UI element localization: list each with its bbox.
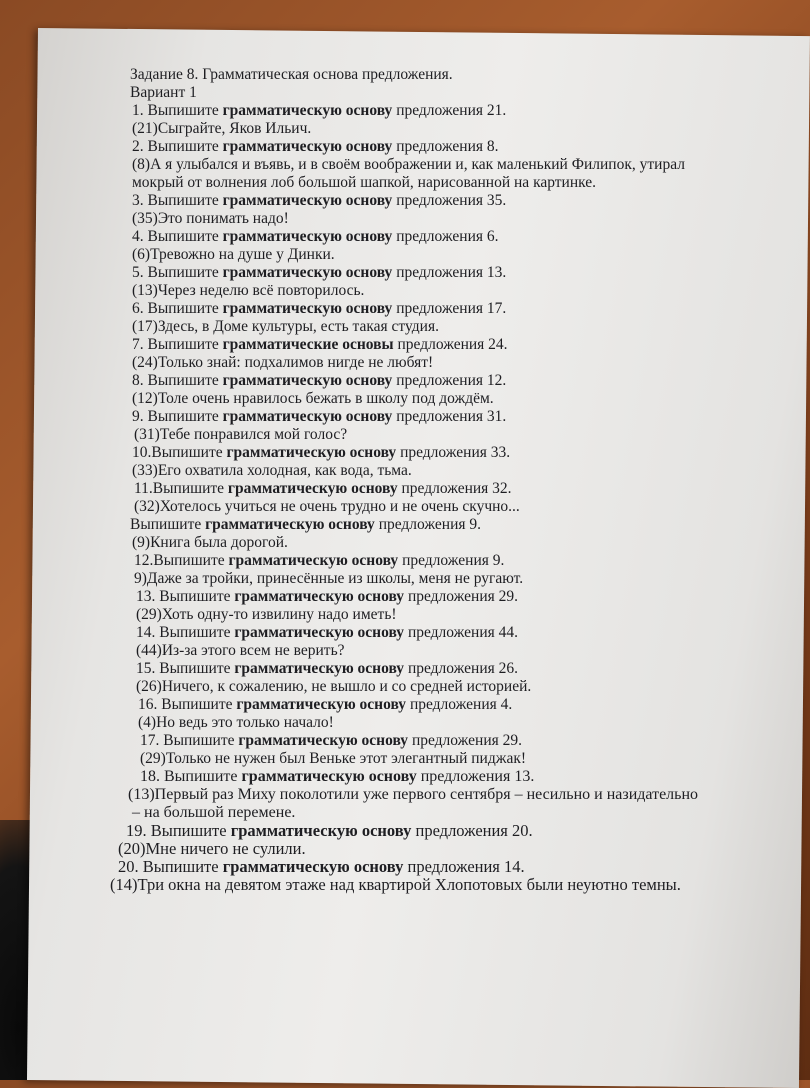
task-number-text: 19. Выпишите	[126, 821, 231, 840]
task-question	[134, 480, 793, 498]
task-question	[140, 732, 793, 750]
task-keyword: грамматическую основу	[222, 408, 393, 425]
task-sentence-ref: предложения 9.	[398, 552, 505, 569]
task-sentence-ref: предложения 21.	[392, 102, 507, 119]
task-number-text: Выпишите	[130, 516, 206, 533]
task-question	[130, 516, 793, 534]
task-keyword: грамматическую основу	[222, 138, 393, 155]
task-number-text: 15. Выпишите	[136, 660, 235, 677]
task-number-text: 20. Выпишите	[118, 857, 223, 876]
task-sentence: (9)Книга была дорогой.	[132, 534, 288, 551]
task-number-text: 16. Выпишите	[138, 696, 237, 713]
task-number-text: 5. Выпишите	[132, 264, 223, 281]
variant-label: Вариант 1	[130, 84, 197, 101]
task-keyword: грамматические основы	[222, 336, 394, 353]
task-sentence: (29)Хоть одну-то извилину надо иметь!	[136, 606, 397, 623]
task-sentence-ref: предложения 29.	[408, 732, 522, 749]
task-question	[138, 696, 793, 714]
task-list	[88, 102, 793, 894]
task-number-text: 1. Выпишите	[132, 102, 223, 119]
task-number-text: 14. Выпишите	[136, 624, 235, 641]
task-sentence-ref: предложения 35.	[392, 192, 507, 209]
task-sentence-ref: предложения 6.	[392, 228, 499, 245]
task-keyword: грамматическую основу	[222, 857, 404, 876]
task-keyword: грамматическую основу	[234, 588, 405, 605]
task-sentence: (31)Тебе понравился мой голос?	[134, 426, 348, 443]
task-sentence-ref: предложения 4.	[406, 696, 513, 713]
task-sentence: (13)Первый раз Миху поколотили уже первого сентября – несильно и назидательно	[128, 786, 699, 803]
task-number-text: 10.Выпишите	[132, 444, 227, 461]
task-sentence: 9)Даже за тройки, принесённые из школы, меня не ругают.	[134, 570, 524, 587]
task-number-text: 17. Выпишите	[140, 732, 239, 749]
task-sentence-continuation: мокрый от волнения лоб большой шапкой, нарисованной на картинке.	[132, 174, 597, 191]
task-number-text: 3. Выпишите	[132, 192, 223, 209]
task-sentence: (35)Это понимать надо!	[132, 210, 289, 227]
task-sentence: (12)Толе очень нравилось бежать в школу под дождём.	[132, 390, 494, 407]
task-number-text: 8. Выпишите	[132, 372, 223, 389]
task-question	[136, 624, 793, 642]
task-sentence: (32)Хотелось учиться не очень трудно и не очень скучно...	[134, 498, 520, 515]
document-body	[88, 66, 793, 894]
task-sentence: (33)Его охватила холодная, как вода, тьма.	[132, 462, 412, 479]
task-sentence: (29)Только не нужен был Веньке этот элегантный пиджак!	[140, 750, 527, 767]
task-sentence: (24)Только знай: подхалимов нигде не любят!	[132, 354, 434, 371]
task-sentence-ref: предложения 29.	[404, 588, 518, 605]
task-sentence: (6)Тревожно на душе у Динки.	[132, 246, 335, 263]
task-question	[132, 336, 793, 354]
task-sentence-ref: предложения 12.	[392, 372, 507, 389]
task-sentence-ref: предложения 17.	[392, 300, 507, 317]
task-keyword: грамматическую основу	[234, 624, 405, 641]
task-question	[134, 552, 793, 570]
task-sentence: (26)Ничего, к сожалению, не вышло и со средней историей.	[136, 678, 532, 695]
task-question	[132, 408, 793, 426]
task-keyword: грамматическую основу	[222, 300, 393, 317]
task-question	[132, 138, 793, 156]
task-question	[132, 300, 793, 318]
task-keyword: грамматическую основу	[205, 516, 375, 533]
task-sentence: (44)Из-за этого всем не верить?	[136, 642, 345, 659]
task-keyword: грамматическую основу	[227, 480, 398, 497]
task-question	[132, 264, 793, 282]
task-question	[118, 858, 793, 876]
task-sentence-ref: предложения 33.	[396, 444, 511, 461]
task-number-text: 7. Выпишите	[132, 336, 223, 353]
task-keyword: грамматическую основу	[222, 228, 393, 245]
task-sentence-ref: предложения 14.	[403, 857, 525, 876]
task-sentence: (14)Три окна на девятом этаже над квартирой Хлопотовых были неуютно темны.	[110, 875, 681, 894]
task-sentence-ref: предложения 26.	[404, 660, 518, 677]
task-number-text: 2. Выпишите	[132, 138, 223, 155]
task-sentence: (20)Мне ничего не сулили.	[118, 839, 306, 858]
task-sentence-ref: предложения 32.	[397, 480, 512, 497]
task-keyword: грамматическую основу	[241, 768, 417, 785]
task-sentence-ref: предложения 8.	[392, 138, 499, 155]
task-number-text: 4. Выпишите	[132, 228, 223, 245]
task-sentence: (13)Через неделю всё повторилось.	[132, 282, 365, 299]
task-keyword: грамматическую основу	[238, 732, 409, 749]
task-sentence-ref: предложения 31.	[392, 408, 507, 425]
task-question	[132, 372, 793, 390]
task-question	[132, 192, 793, 210]
task-number-text: 18. Выпишите	[140, 768, 242, 785]
task-keyword: грамматическую основу	[236, 696, 407, 713]
task-keyword: грамматическую основу	[222, 102, 393, 119]
task-sentence: (4)Но ведь это только начало!	[138, 714, 334, 731]
task-question	[132, 228, 793, 246]
task-sentence-ref: предложения 13.	[416, 768, 535, 785]
task-keyword: грамматическую основу	[222, 264, 393, 281]
task-question	[136, 588, 793, 606]
task-sentence: (8)А я улыбался и въявь, и в своём воображении и, как маленький Филипок, утирал	[132, 156, 685, 173]
task-number-text: 11.Выпишите	[134, 480, 228, 497]
task-number-text: 13. Выпишите	[136, 588, 235, 605]
task-keyword: грамматическую основу	[234, 660, 405, 677]
task-sentence-continuation: – на большой перемене.	[132, 804, 296, 821]
task-question	[132, 102, 793, 120]
task-sentence: (17)Здесь, в Доме культуры, есть такая студия.	[132, 318, 439, 335]
document-title: Задание 8. Грамматическая основа предложения.	[130, 66, 453, 83]
task-sentence-ref: предложения 24.	[393, 336, 508, 353]
task-question	[140, 768, 793, 786]
task-question	[126, 822, 793, 840]
task-sentence: (21)Сыграйте, Яков Ильич.	[132, 120, 312, 137]
task-sentence-ref: предложения 20.	[411, 821, 533, 840]
task-sentence-ref: предложения 9.	[374, 516, 481, 533]
task-keyword: грамматическую основу	[222, 372, 393, 389]
task-keyword: грамматическую основу	[226, 444, 397, 461]
task-keyword: грамматическую основу	[222, 192, 393, 209]
task-question	[136, 660, 793, 678]
task-question	[132, 444, 793, 462]
task-sentence-ref: предложения 13.	[392, 264, 507, 281]
task-keyword: грамматическую основу	[230, 821, 412, 840]
task-sentence-ref: предложения 44.	[404, 624, 518, 641]
task-number-text: 12.Выпишите	[134, 552, 229, 569]
task-number-text: 9. Выпишите	[132, 408, 223, 425]
task-number-text: 6. Выпишите	[132, 300, 223, 317]
task-keyword: грамматическую основу	[228, 552, 399, 569]
